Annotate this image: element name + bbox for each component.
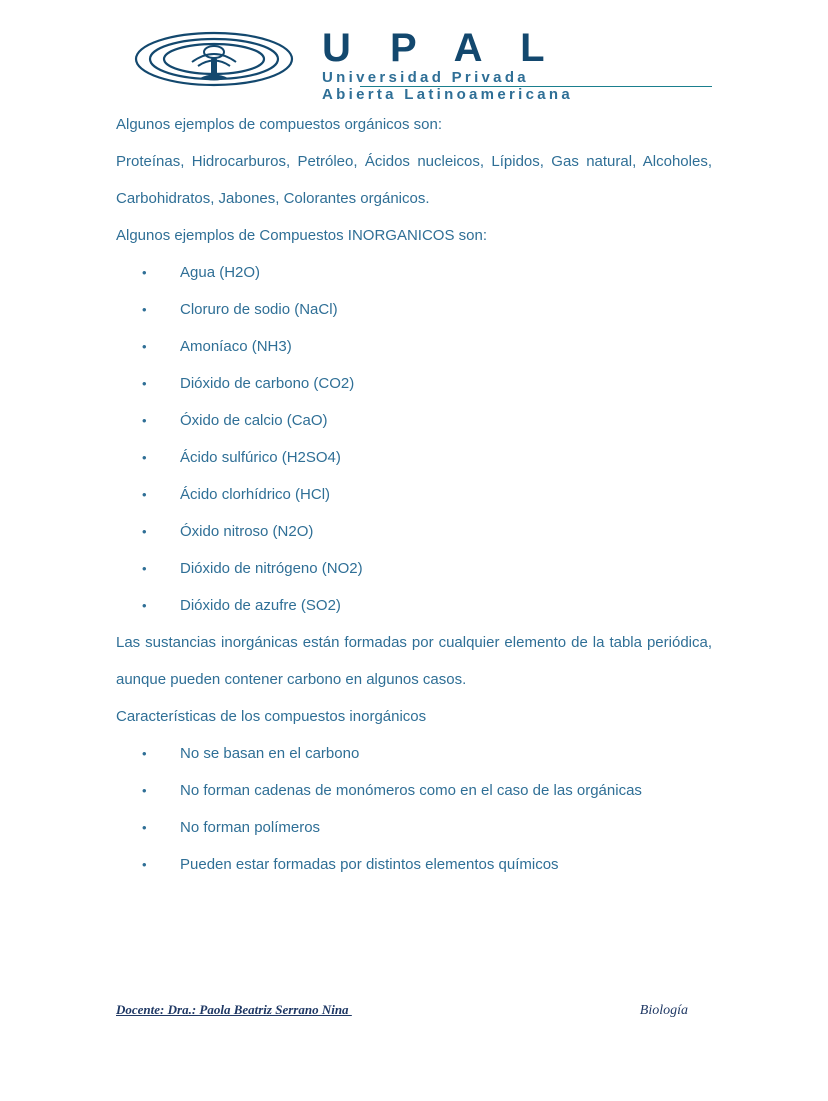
paragraph-intro-organic: Algunos ejemplos de compuestos orgánicos son: [116, 116, 443, 133]
brand-upal: U P A L [322, 26, 559, 70]
footer-subject: Biología [639, 1003, 688, 1018]
paragraph-substancias-inorganicas: Las sustancias inorgánicas están formadas por cualquier elemento de la tabla periódica, aunque pueden contener carbono en algunos casos. [116, 634, 712, 688]
list-item: • Óxido de calcio (CaO) [116, 402, 712, 439]
footer-docente: Docente: Dra.: Paola Beatriz Serrano Nina [116, 1002, 352, 1017]
list-item: • Ácido clorhídrico (HCl) [116, 476, 712, 513]
document-page [0, 26, 828, 1101]
list-item: • Cloruro de sodio (NaCl) [116, 291, 712, 328]
list-item: • No se basan en el carbono [116, 735, 712, 772]
list-item: • No forman cadenas de monómeros como en el caso de las orgánicas [116, 772, 712, 809]
header-divider [360, 86, 712, 87]
document-body [116, 106, 712, 883]
characteristics-list [116, 735, 712, 883]
brand-wordmark [322, 28, 573, 103]
brand-line1: Universidad Privada [322, 69, 529, 86]
list-item: • Dióxido de nitrógeno (NO2) [116, 550, 712, 587]
upal-tree-logo-icon [134, 30, 294, 86]
heading-caracteristicas: Características de los compuestos inorgánicos [116, 708, 427, 725]
list-item: • Óxido nitroso (N2O) [116, 513, 712, 550]
paragraph-intro-inorganic: Algunos ejemplos de Compuestos INORGANICOS son: [116, 227, 487, 244]
document-footer [116, 1002, 712, 1019]
list-item: • Agua (H2O) [116, 254, 712, 291]
list-item: • Dióxido de carbono (CO2) [116, 365, 712, 402]
paragraph-organic-list: Proteínas, Hidrocarburos, Petróleo, Ácidos nucleicos, Lípidos, Gas natural, Alcoholes, Carbohidratos, Jabones, Colorantes orgánicos. [116, 153, 712, 207]
inorganic-compounds-list [116, 254, 712, 624]
list-item: • Amoníaco (NH3) [116, 328, 712, 365]
list-item: • Pueden estar formadas por distintos elementos químicos [116, 846, 712, 883]
document-header [116, 26, 712, 103]
list-item: • Ácido sulfúrico (H2SO4) [116, 439, 712, 476]
brand-line2: Abierta Latinoamericana [322, 86, 573, 103]
list-item: • No forman polímeros [116, 809, 712, 846]
list-item: • Dióxido de azufre (SO2) [116, 587, 712, 624]
